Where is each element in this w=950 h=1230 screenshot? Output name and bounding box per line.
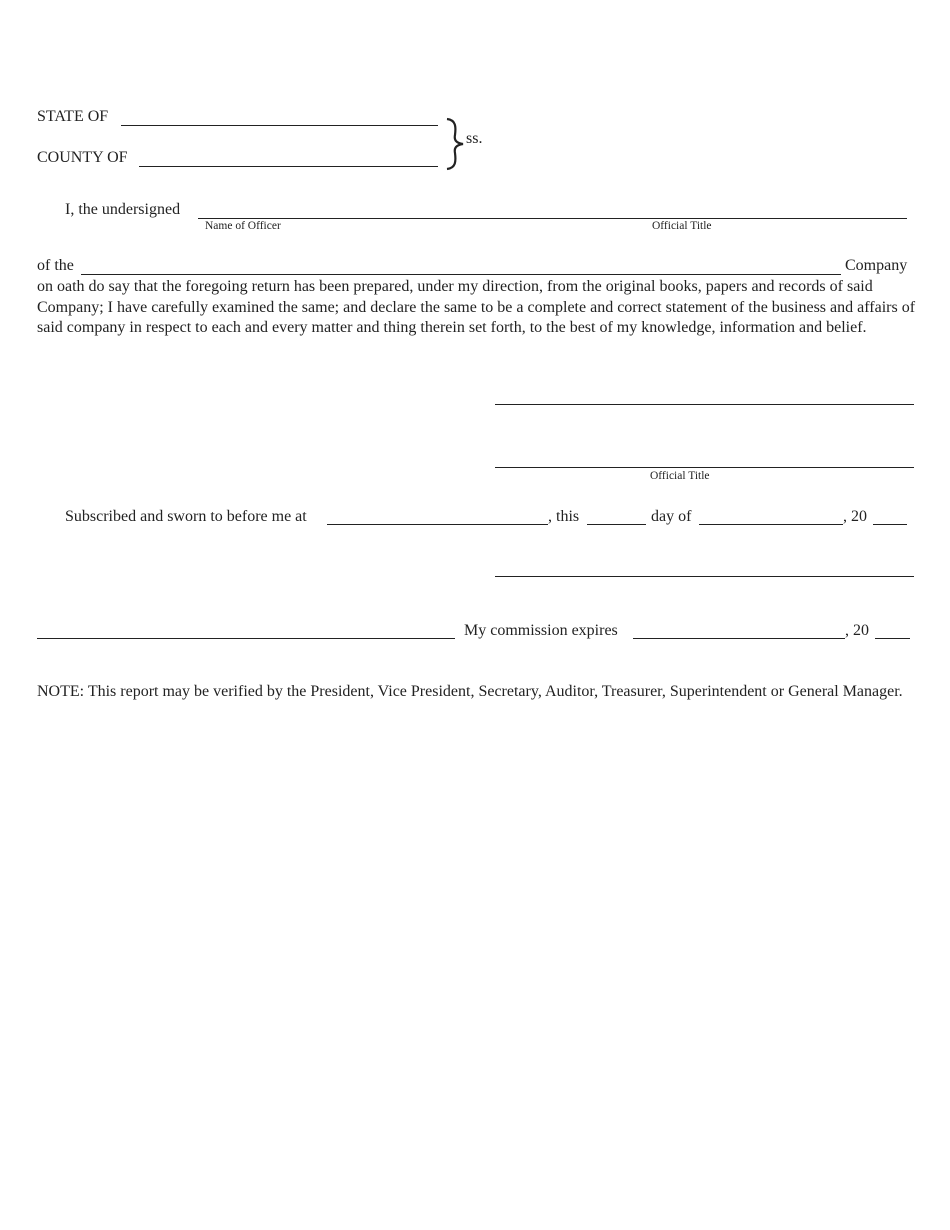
notary-signature-line[interactable]	[495, 576, 914, 577]
signature-line[interactable]	[495, 404, 914, 405]
day-of-label: day of	[651, 508, 692, 525]
company-name-field[interactable]	[81, 274, 841, 275]
officer-name-title-field[interactable]	[198, 218, 907, 219]
month-field[interactable]	[699, 524, 843, 525]
commission-date-field[interactable]	[633, 638, 845, 639]
this-label: , this	[548, 508, 580, 525]
state-field[interactable]	[121, 125, 438, 126]
ss-label: ss.	[466, 130, 483, 147]
note-text: NOTE: This report may be verified by the President, Vice President, Secretary, Auditor, Treasurer, Superintendent or General Manager.	[37, 683, 903, 700]
of-the-label: of the	[37, 257, 74, 274]
commission-expires-label: My commission expires	[464, 622, 618, 639]
sworn-place-field[interactable]	[327, 524, 548, 525]
sworn-label: Subscribed and sworn to before me at	[65, 508, 307, 525]
state-label: STATE OF	[37, 108, 109, 125]
county-label: COUNTY OF	[37, 149, 128, 166]
company-label: Company	[845, 257, 908, 274]
official-title-caption: Official Title	[652, 220, 712, 232]
day-field[interactable]	[587, 524, 646, 525]
notary-name-field[interactable]	[37, 638, 455, 639]
year-prefix-label: , 20	[843, 508, 867, 525]
undersigned-label: I, the undersigned	[65, 201, 181, 218]
oath-paragraph: on oath do say that the foregoing return has been prepared, under my direction, from the original books, papers and records of said Company; I have carefully examined the same; and declare the same to be a complete and correct statement of the business and affairs of said company in respect to each and every matter and thing therein set forth, to the best of my knowledge, information and belief.	[37, 278, 916, 337]
signature-official-title-caption: Official Title	[650, 470, 710, 482]
year-field[interactable]	[873, 524, 907, 525]
commission-year-field[interactable]	[875, 638, 910, 639]
official-title-line[interactable]	[495, 467, 914, 468]
commission-year-prefix-label: , 20	[845, 622, 869, 639]
brace-icon	[443, 117, 465, 171]
county-field[interactable]	[139, 166, 438, 167]
name-of-officer-caption: Name of Officer	[205, 220, 281, 232]
